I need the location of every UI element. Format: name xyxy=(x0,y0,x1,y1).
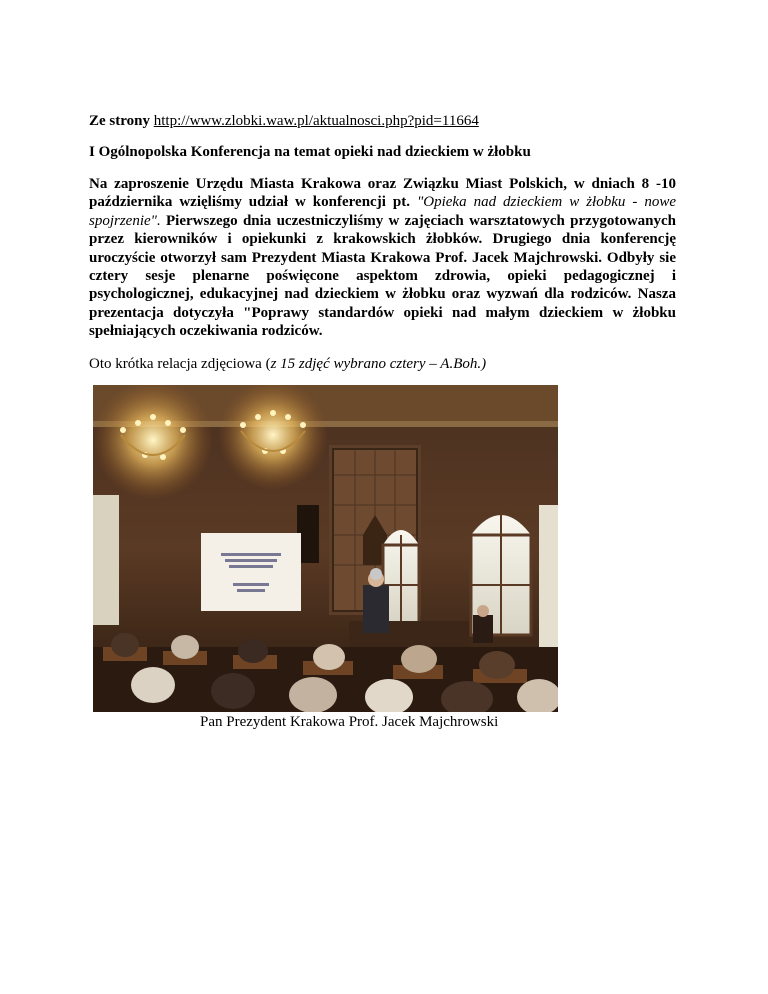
source-url-link[interactable]: http://www.zlobki.waw.pl/aktualnosci.php?pid=11664 xyxy=(153,113,479,129)
document-page xyxy=(89,112,676,731)
body-part-1: Na zaproszenie Urzędu Miasta Krakowa oraz Związku Miast Polskich, w dniach 8 -10 października wzięliśmy udział w konferencji pt. xyxy=(89,176,676,211)
conference-photo xyxy=(93,385,558,712)
photo-relation-intro xyxy=(89,355,676,374)
body-part-2: Pierwszego dnia uczestniczyliśmy w zajęciach warsztatowych przygotowanych przez kierowników i opiekunki z krakowskich żłobków. Drugiego dnia konferencję uroczyście otworzył sam Prezydent Miasta Krakowa Prof. Jacek Majchrowski. Odbyły sie cztery sesje plenarne poświęcone aspektom zdrowia, opieki pedagogicznej i psychologicznej, edukacyjnej nad dzieckiem w żłobku oraz wyzwań dla rodziców. Nasza prezentacja dotyczyła "Poprawy standardów opieki nad małym dzieckiem w żłobku spełniających oczekiwania rodziców. xyxy=(89,212,676,340)
article-body xyxy=(89,175,676,341)
photo-caption: Pan Prezydent Krakowa Prof. Jacek Majchrowski xyxy=(200,713,499,730)
source-line xyxy=(89,112,676,131)
conference-title-quote: "Opieka nad dzieckiem w żłobku - nowe spojrzenie". xyxy=(89,194,677,229)
conference-hall-image xyxy=(93,385,558,712)
source-prefix: Ze strony xyxy=(89,113,150,129)
relation-note: z 15 zdjęć wybrano cztery – A.Boh.) xyxy=(270,355,487,372)
article-heading: I Ogólnopolska Konferencja na temat opieki nad dzieckiem w żłobku xyxy=(89,144,531,160)
relation-text: Oto krótka relacja zdjęciowa ( xyxy=(89,355,271,372)
